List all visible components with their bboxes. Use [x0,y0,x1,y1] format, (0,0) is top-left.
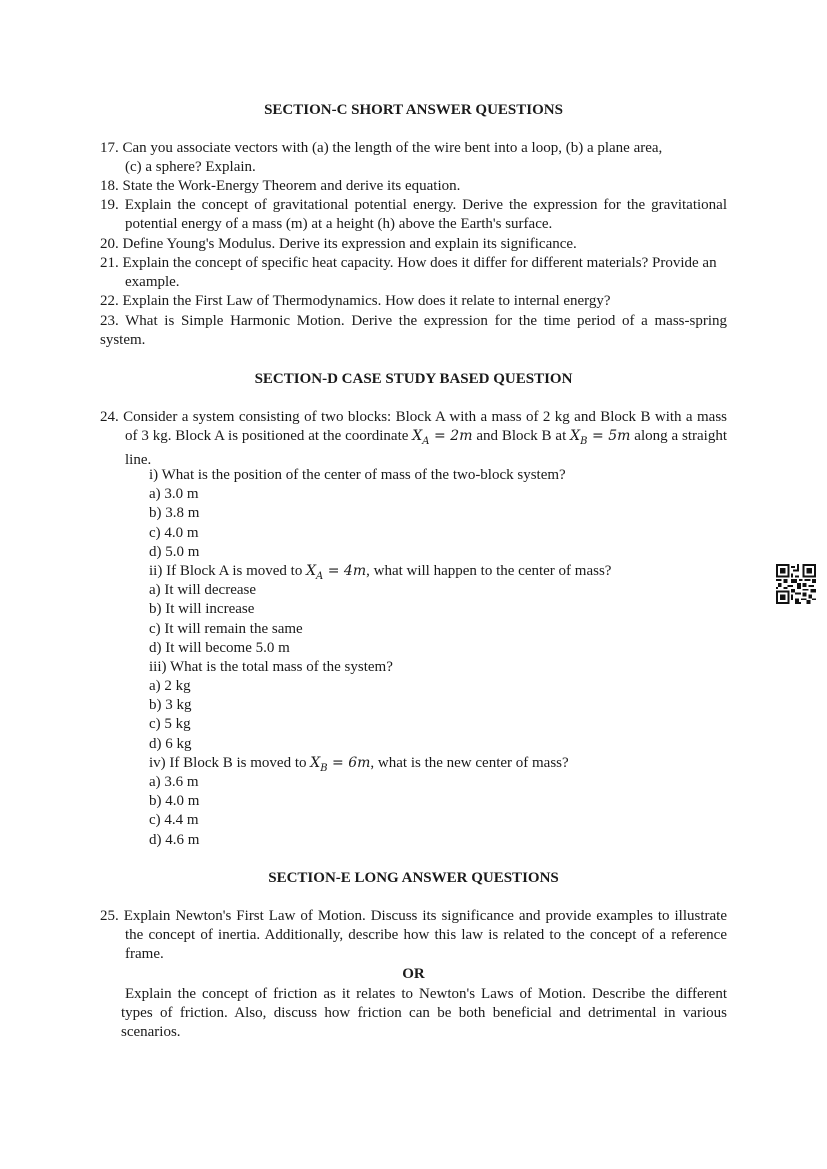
math-var: X [310,754,321,771]
subquestion-i: i) What is the position of the center of mass of the two-block system? [149,467,566,483]
math-xb-var: X [570,428,581,445]
option: d) It will become 5.0 m [149,639,290,656]
question-25-alt-text: Explain the concept of friction as it relates to Newton's Laws of Motion. Describe the different types of friction. Also, discuss how friction can be both beneficial and detrimental in various scenarios. [121,986,727,1041]
math-sub: B [320,762,328,774]
question-24-text-b: and Block B at [472,428,567,445]
subquestion-iii: iii) What is the total mass of the system? [149,658,393,675]
math-xb-sub: B [580,436,588,447]
math-xa-new [306,562,367,582]
question-17-line2: (c) a sphere? Explain. [125,159,256,176]
option: c) 4.4 m [149,812,199,829]
subquestion-iv-pre: iv) If Block B is moved to [149,754,311,771]
math-xb-new [310,754,371,774]
section-d-heading: SECTION-D CASE STUDY BASED QUESTION [254,371,573,387]
option: d) 5.0 m [149,543,200,560]
question-24 [100,408,727,470]
math-var: X [306,562,317,579]
math-xb [570,428,631,447]
question-20-text: 20. Define Young's Modulus. Derive its expression and explain its significance. [100,236,577,252]
section-e-heading: SECTION-E LONG ANSWER QUESTIONS [268,870,559,886]
or-label: OR [402,966,425,982]
math-value: = 6m [327,754,371,771]
option: b) 4.0 m [149,793,200,810]
math-xa [412,428,473,447]
question-19 [100,196,727,234]
option: c) It will remain the same [149,620,303,637]
option: a) 3.0 m [149,486,199,503]
math-xa-var: X [412,428,423,445]
question-23 [100,312,727,350]
question-23-text: 23. What is Simple Harmonic Motion. Derive the expression for the time period of a mass-spring system. [100,313,727,349]
option: a) 2 kg [149,678,191,695]
option: d) 6 kg [149,735,192,752]
question-24-stem [100,408,727,470]
question-25-alternative [121,985,727,1043]
question-25 [100,907,727,965]
question-25-text: 25. Explain Newton's First Law of Motion. Discuss its significance and provide examples to illustrate the concept of inertia. Additionally, describe how this law is related to the concept of a reference frame. [100,908,727,963]
option: c) 4.0 m [149,524,199,541]
option: b) 3.8 m [149,505,200,522]
math-xb-value: = 5m [587,428,631,445]
question-21 [100,254,720,292]
question-17 [100,139,727,177]
subquestion-ii-pre: ii) If Block A is moved to [149,562,307,579]
question-17-line1: 17. Can you associate vectors with (a) the length of the wire bent into a loop, (b) a plane area, [100,140,663,156]
question-22-text: 22. Explain the First Law of Thermodynamics. How does it relate to internal energy? [100,293,611,309]
question-20 [100,235,727,254]
qr-code-icon[interactable] [776,564,816,604]
math-xa-value: = 2m [429,428,473,445]
question-24-text-a: 24. Consider a system consisting of two blocks: Block A with a mass of 2 kg and Block B with a mass of 3 kg. Block A is positioned at the coordinate [100,409,727,445]
math-xa-sub: A [422,436,430,447]
option: a) It will decrease [149,582,257,599]
option: c) 5 kg [149,716,191,733]
option: a) 3.6 m [149,774,199,790]
subquestion-iv [149,754,709,773]
subquestion-ii-post: , what will happen to the center of mass? [366,562,612,579]
option: b) It will increase [149,601,255,618]
question-18 [100,177,727,196]
math-value: = 4m [323,562,367,579]
option: d) 4.6 m [149,831,200,848]
option: b) 3 kg [149,697,192,714]
question-19-text: 19. Explain the concept of gravitational potential energy. Derive the expression for the gravitational potential energy of a mass (m) at a height (h) above the Earth's surface. [100,197,727,233]
question-21-text: 21. Explain the concept of specific heat capacity. How does it differ for different materials? Provide an example. [100,255,717,291]
question-18-text: 18. State the Work-Energy Theorem and derive its equation. [100,178,461,194]
question-24-text-c: along a straight line. [125,428,727,469]
subquestion-ii [149,562,709,581]
section-c-heading: SECTION-C SHORT ANSWER QUESTIONS [264,102,563,118]
math-sub: A [316,570,324,582]
question-24-subparts [149,466,709,850]
question-22 [100,292,727,311]
subquestion-iv-post: , what is the new center of mass? [370,754,569,771]
